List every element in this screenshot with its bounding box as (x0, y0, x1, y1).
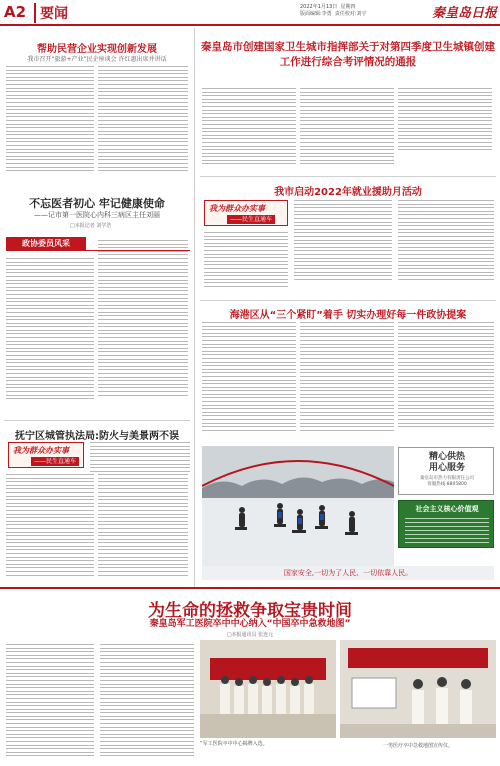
section-rule (0, 587, 500, 589)
article-body-5b (300, 322, 394, 438)
page-number: A2 (4, 3, 27, 21)
column-divider (194, 28, 195, 588)
hospital-group-photo (200, 640, 336, 738)
left-subheadline-2: ——记市第一医院心内科三病区主任刘丽 (34, 211, 160, 219)
edition-info: 2022年1月13日 星期四 版面编辑:李勇 责任校对:刘宇 (300, 4, 367, 17)
bottom-article-body (6, 644, 94, 762)
article-body-4 (204, 232, 288, 298)
main-headline-2: 我市启动2022年就业援助月活动 (274, 187, 422, 198)
main-headline-3: 海港区从“三个紧盯”着手 切实办理好每一件政协提案 (229, 310, 467, 321)
divider (200, 176, 496, 177)
article-body-5c (398, 322, 494, 438)
article-body-3c (98, 474, 188, 584)
photo-caption: “军工医院卒中中心揭牌入选。 (200, 741, 268, 747)
photo-caption: 国家安全,一切为了人民、一切依靠人民。 (202, 566, 494, 580)
group-photo-illustration (200, 640, 336, 738)
banner-sub: ——民生直通车 (31, 457, 79, 466)
divider (4, 420, 190, 421)
left-headline-3: 抚宁区城管执法局:防火与美景两不误 (15, 431, 179, 442)
article-body-2b (98, 240, 188, 415)
bottom-subheadline: 秦皇岛军工医院卒中中心纳入“中国卒中急救地图” (149, 619, 351, 629)
article-body-1 (6, 66, 94, 186)
article-body-2 (6, 258, 94, 418)
article-body-3b (6, 474, 94, 584)
notice-body-b (300, 88, 394, 172)
ad-values-grid (405, 518, 489, 546)
bottom-article-body-b (100, 644, 194, 762)
masthead (0, 0, 500, 26)
skaters-illustration (202, 446, 394, 566)
article-body-3 (90, 442, 190, 472)
campaign-banner-left (8, 442, 84, 468)
ceremony-photo (340, 640, 496, 738)
main-headline-1: 秦皇岛市创建国家卫生城市指挥部关于对第四季度卫生城镇创建工作进行综合考评情况的通报 (201, 41, 495, 68)
left-headline-1: 帮助民营企业实现创新发展 (37, 44, 157, 55)
notice-body-c (398, 88, 492, 172)
banner-title: 我为群众办实事 (209, 204, 265, 213)
left-headline-2: 不忘医者初心 牢记健康使命 (29, 197, 165, 210)
section-name: 要闻 (34, 3, 68, 23)
byline: □本报记者 刘学浩 (70, 223, 112, 229)
news-photo-skaters (202, 446, 394, 566)
article-body-4c (398, 200, 494, 298)
byline: □本报通讯员 张连元 (226, 632, 274, 638)
campaign-banner-main (204, 200, 288, 226)
heating-ad (398, 447, 494, 495)
ad-subtitle: 秦皇岛市热力有限责任公司 客服热线:8805800 (420, 476, 474, 487)
section-bar: 政协委员风采 (6, 237, 86, 251)
left-subheadline-1: 我市召开“旅游+产业”民企座谈会 许红惠出席并讲话 (27, 56, 167, 63)
photo-caption: 一男医疗卒中急救地图宣传仪。 (382, 743, 453, 749)
article-body-1b (98, 66, 188, 186)
article-body-5 (202, 322, 296, 438)
banner-sub: ——民生直通车 (227, 215, 275, 224)
banner-title: 我为群众办实事 (13, 446, 69, 455)
bottom-headline: 为生命的拯救争取宝贵时间 (148, 601, 352, 621)
core-values-ad (398, 500, 494, 548)
divider (200, 300, 496, 301)
ad-title: 社会主义核心价值观 (415, 505, 479, 513)
notice-body (202, 88, 296, 172)
article-body-4b (294, 200, 392, 298)
ad-title: 精心供热 用心服务 (428, 452, 465, 473)
ceremony-illustration (340, 640, 496, 738)
newspaper-logo: 秦皇岛日报 (432, 6, 498, 21)
